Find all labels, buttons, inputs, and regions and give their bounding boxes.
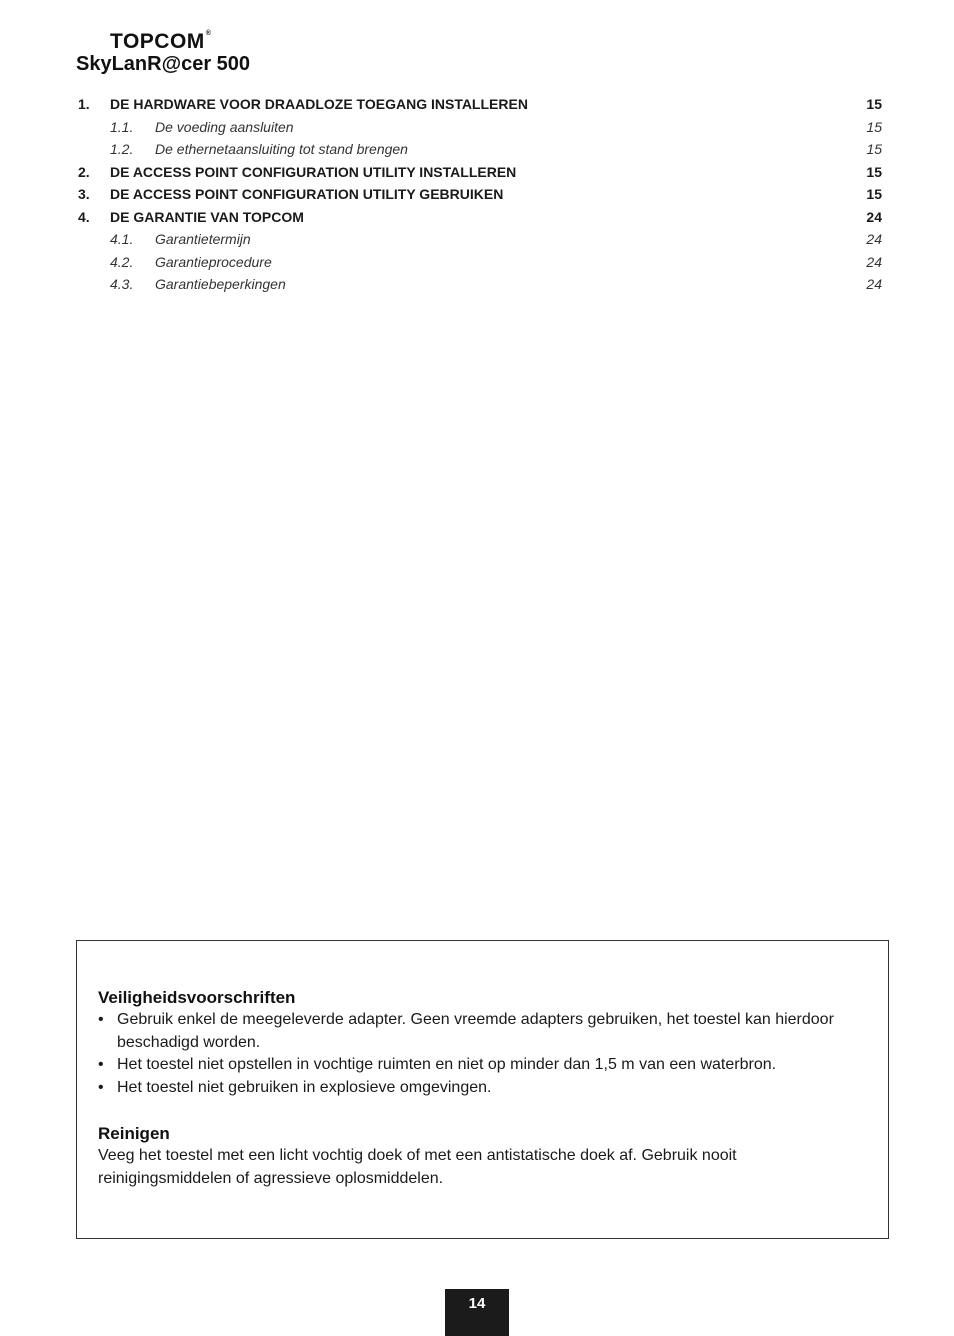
- toc-subentry[interactable]: [78, 273, 882, 296]
- cleaning-heading: Reinigen: [98, 1124, 170, 1143]
- toc-entry[interactable]: [78, 161, 882, 184]
- toc-page: 24: [866, 276, 882, 292]
- bullet-icon: •: [98, 1011, 104, 1028]
- bullet-icon: •: [98, 1056, 104, 1073]
- cleaning-text: Veeg het toestel met een licht vochtig doek of met een antistatische doek af. Gebruik nooit reinigingsmiddelen of agressieve oplosmiddelen.: [98, 1147, 737, 1187]
- toc-title: DE GARANTIE VAN TOPCOM: [110, 208, 304, 225]
- safety-notice-box: [76, 940, 889, 1239]
- toc-page: 15: [866, 163, 882, 180]
- table-of-contents: [78, 93, 882, 296]
- section-spacer: [98, 1099, 868, 1123]
- toc-number: 4.3.: [110, 276, 134, 292]
- toc-number: 2.: [78, 163, 90, 180]
- toc-page: 15: [866, 118, 882, 135]
- toc-number: 4.: [78, 208, 90, 225]
- toc-number: 1.2.: [110, 141, 134, 157]
- toc-subentry[interactable]: [78, 116, 882, 139]
- toc-number: 4.2.: [110, 253, 134, 270]
- toc-number: 1.: [78, 96, 90, 112]
- safety-heading: Veiligheidsvoorschriften: [98, 988, 296, 1007]
- toc-entry[interactable]: [78, 183, 882, 206]
- toc-subentry[interactable]: [78, 138, 882, 161]
- safety-item-text: Gebruik enkel de meegeleverde adapter. Geen vreemde adapters gebruiken, het toestel kan hierdoor beschadigd worden.: [117, 1011, 834, 1051]
- toc-number: 1.1.: [110, 118, 134, 135]
- toc-title: DE ACCESS POINT CONFIGURATION UTILITY GEBRUIKEN: [110, 186, 504, 202]
- toc-number: 4.1.: [110, 231, 134, 247]
- registered-mark-icon: ®: [205, 30, 212, 37]
- toc-title: Garantietermijn: [155, 231, 251, 247]
- product-name: SkyLanR@cer 500: [76, 53, 251, 75]
- toc-title: DE HARDWARE VOOR DRAADLOZE TOEGANG INSTALLEREN: [110, 96, 528, 112]
- toc-title: De ethernetaansluiting tot stand brengen: [155, 141, 408, 157]
- safety-item: [98, 1054, 868, 1077]
- toc-title: Garantiebeperkingen: [155, 276, 286, 292]
- topcom-logo: [110, 30, 211, 54]
- toc-page: 15: [866, 96, 882, 112]
- toc-number: 3.: [78, 186, 90, 202]
- safety-item: [98, 1077, 868, 1100]
- toc-title: De voeding aansluiten: [155, 118, 294, 135]
- toc-entry[interactable]: [78, 206, 882, 229]
- toc-page: 15: [866, 186, 882, 202]
- toc-page: 24: [866, 231, 882, 247]
- safety-item-text: Het toestel niet gebruiken in explosieve omgevingen.: [117, 1078, 492, 1096]
- toc-page: 24: [866, 208, 882, 225]
- safety-item: [98, 1009, 868, 1054]
- safety-item-text: Het toestel niet opstellen in vochtige ruimten en niet op minder dan 1,5 m van een waterbron.: [117, 1056, 777, 1073]
- toc-entry[interactable]: [78, 93, 882, 116]
- brand-name: TOPCOM: [110, 30, 205, 53]
- bullet-icon: •: [98, 1078, 104, 1096]
- toc-title: DE ACCESS POINT CONFIGURATION UTILITY INSTALLEREN: [110, 163, 517, 180]
- toc-subentry[interactable]: [78, 228, 882, 251]
- safety-notice-content: [98, 987, 868, 1190]
- toc-page: 15: [866, 141, 882, 157]
- page-number: 14: [445, 1289, 509, 1336]
- toc-title: Garantieprocedure: [155, 253, 272, 270]
- toc-page: 24: [866, 253, 882, 270]
- safety-list: [98, 1009, 868, 1099]
- toc-subentry[interactable]: [78, 251, 882, 274]
